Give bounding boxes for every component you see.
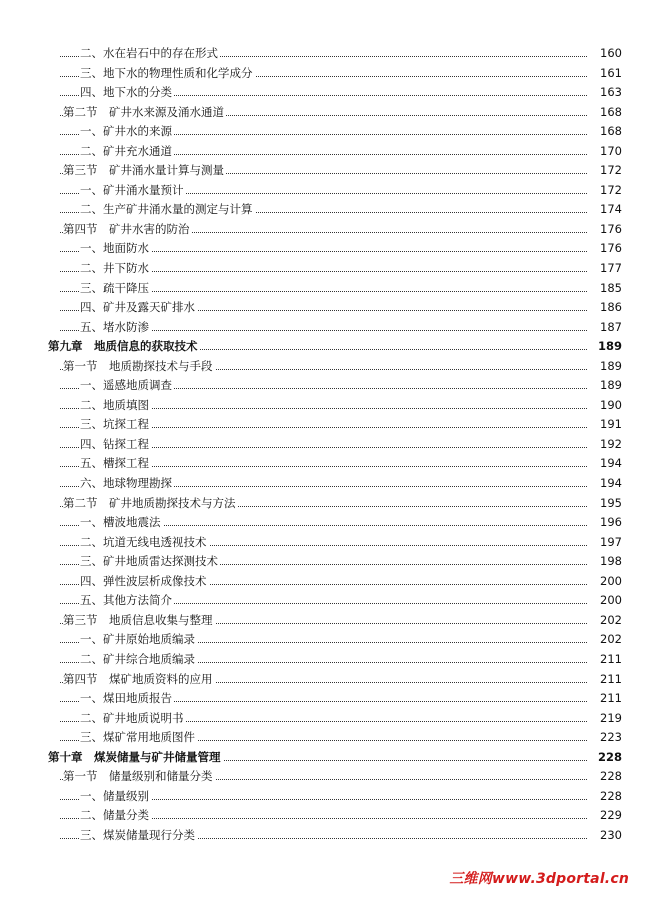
- toc-entry-label: 三、坑探工程: [80, 415, 151, 435]
- toc-entry-label: 一、矿井原始地质编录: [80, 630, 197, 650]
- toc-entry-section: [0, 357, 647, 377]
- toc-entry-page-number: 170: [588, 142, 622, 162]
- toc-entry-item: [0, 318, 647, 338]
- toc-entry-item: [0, 298, 647, 318]
- toc-entry-label: 五、槽探工程: [80, 454, 151, 474]
- toc-entry-item: [0, 709, 647, 729]
- toc-entry-item: [0, 142, 647, 162]
- toc-entry-page-number: 230: [588, 826, 622, 846]
- toc-entry-item: [0, 44, 647, 64]
- toc-entry-page-number: 219: [588, 709, 622, 729]
- toc-entry-label: 第十章 煤炭储量与矿井储量管理: [48, 748, 223, 768]
- toc-entry-page-number: 198: [588, 552, 622, 572]
- toc-entry-item: [0, 474, 647, 494]
- toc-entry-page-number: 196: [588, 513, 622, 533]
- toc-entry-label: 第二节 矿井水来源及涌水通道: [63, 103, 226, 123]
- toc-entry-item: [0, 181, 647, 201]
- toc-entry-page-number: 160: [588, 44, 622, 64]
- toc-entry-page-number: 211: [588, 670, 622, 690]
- toc-entry-page-number: 189: [588, 337, 622, 357]
- toc-entry-item: [0, 435, 647, 455]
- toc-entry-label: 四、地下水的分类: [80, 83, 174, 103]
- toc-entry-label: 第一节 地质勘探技术与手段: [63, 357, 215, 377]
- toc-entry-label: 二、水在岩石中的存在形式: [80, 44, 220, 64]
- toc-entry-label: 一、储量级别: [80, 787, 151, 807]
- toc-entry-page-number: 176: [588, 220, 622, 240]
- toc-entry-page-number: 228: [588, 748, 622, 768]
- toc-entry-label: 四、弹性波层析成像技术: [80, 572, 209, 592]
- toc-entry-section: [0, 767, 647, 787]
- toc-entry-page-number: 168: [588, 122, 622, 142]
- toc-entry-item: [0, 787, 647, 807]
- toc-entry-page-number: 197: [588, 533, 622, 553]
- toc-entry-label: 一、矿井水的来源: [80, 122, 174, 142]
- table-of-contents: [0, 44, 647, 845]
- toc-entry-section: [0, 103, 647, 123]
- toc-entry-page-number: 174: [588, 200, 622, 220]
- toc-entry-page-number: 195: [588, 494, 622, 514]
- toc-entry-item: [0, 64, 647, 84]
- toc-entry-page-number: 200: [588, 572, 622, 592]
- toc-entry-item: [0, 689, 647, 709]
- toc-entry-label: 一、矿井涌水量预计: [80, 181, 186, 201]
- toc-entry-label: 第九章 地质信息的获取技术: [48, 337, 200, 357]
- toc-entry-page-number: 186: [588, 298, 622, 318]
- toc-entry-item: [0, 591, 647, 611]
- toc-entry-item: [0, 279, 647, 299]
- toc-entry-chapter: [0, 337, 647, 357]
- toc-entry-section: [0, 494, 647, 514]
- toc-entry-page-number: 176: [588, 239, 622, 259]
- toc-entry-page-number: 223: [588, 728, 622, 748]
- toc-entry-page-number: 229: [588, 806, 622, 826]
- toc-entry-page-number: 192: [588, 435, 622, 455]
- toc-entry-label: 二、井下防水: [80, 259, 151, 279]
- toc-entry-item: [0, 454, 647, 474]
- toc-entry-page-number: 163: [588, 83, 622, 103]
- toc-entry-page-number: 161: [588, 64, 622, 84]
- toc-entry-item: [0, 826, 647, 846]
- toc-entry-label: 第一节 储量级别和储量分类: [63, 767, 215, 787]
- toc-entry-label: 二、地质填图: [80, 396, 151, 416]
- toc-entry-label: 一、遥感地质调查: [80, 376, 174, 396]
- toc-entry-label: 五、堵水防渗: [80, 318, 151, 338]
- toc-entry-page-number: 228: [588, 787, 622, 807]
- toc-entry-label: 三、疏干降压: [80, 279, 151, 299]
- toc-entry-label: 三、地下水的物理性质和化学成分: [80, 64, 255, 84]
- toc-entry-label: 四、矿井及露天矿排水: [80, 298, 197, 318]
- toc-entry-label: 二、坑道无线电透视技术: [80, 533, 209, 553]
- toc-entry-section: [0, 220, 647, 240]
- toc-entry-label: 四、钻探工程: [80, 435, 151, 455]
- toc-entry-section: [0, 611, 647, 631]
- toc-entry-page-number: 189: [588, 376, 622, 396]
- toc-entry-label: 二、储量分类: [80, 806, 151, 826]
- toc-entry-page-number: 194: [588, 454, 622, 474]
- toc-entry-chapter: [0, 748, 647, 768]
- toc-entry-page-number: 187: [588, 318, 622, 338]
- watermark: 三维网www.3dportal.cn: [449, 871, 629, 887]
- toc-entry-label: 二、矿井地质说明书: [80, 709, 186, 729]
- toc-entry-page-number: 194: [588, 474, 622, 494]
- toc-entry-item: [0, 650, 647, 670]
- toc-entry-label: 二、矿井综合地质编录: [80, 650, 197, 670]
- toc-entry-page-number: 185: [588, 279, 622, 299]
- toc-entry-item: [0, 728, 647, 748]
- toc-entry-item: [0, 200, 647, 220]
- toc-entry-page-number: 172: [588, 161, 622, 181]
- toc-entry-label: 三、煤矿常用地质图件: [80, 728, 197, 748]
- toc-entry-label: 第三节 地质信息收集与整理: [63, 611, 215, 631]
- toc-entry-page-number: 228: [588, 767, 622, 787]
- toc-entry-item: [0, 630, 647, 650]
- toc-entry-page-number: 172: [588, 181, 622, 201]
- toc-entry-item: [0, 239, 647, 259]
- toc-entry-item: [0, 572, 647, 592]
- toc-entry-page-number: 202: [588, 611, 622, 631]
- toc-entry-label: 一、槽波地震法: [80, 513, 163, 533]
- toc-entry-page-number: 190: [588, 396, 622, 416]
- toc-entry-page-number: 191: [588, 415, 622, 435]
- toc-entry-item: [0, 122, 647, 142]
- toc-entry-label: 一、地面防水: [80, 239, 151, 259]
- toc-entry-label: 三、矿井地质雷达探测技术: [80, 552, 220, 572]
- toc-entry-item: [0, 376, 647, 396]
- toc-entry-page-number: 211: [588, 689, 622, 709]
- toc-entry-page-number: 202: [588, 630, 622, 650]
- toc-entry-label: 三、煤炭储量现行分类: [80, 826, 197, 846]
- toc-entry-item: [0, 513, 647, 533]
- toc-entry-item: [0, 806, 647, 826]
- toc-entry-page-number: 200: [588, 591, 622, 611]
- toc-entry-label: 第四节 煤矿地质资料的应用: [63, 670, 215, 690]
- toc-entry-label: 二、生产矿井涌水量的测定与计算: [80, 200, 255, 220]
- toc-entry-label: 二、矿井充水通道: [80, 142, 174, 162]
- toc-entry-item: [0, 259, 647, 279]
- toc-entry-page-number: 177: [588, 259, 622, 279]
- toc-entry-label: 第四节 矿井水害的防治: [63, 220, 192, 240]
- toc-entry-section: [0, 161, 647, 181]
- toc-entry-label: 第二节 矿井地质勘探技术与方法: [63, 494, 238, 514]
- toc-entry-label: 一、煤田地质报告: [80, 689, 174, 709]
- toc-entry-item: [0, 533, 647, 553]
- toc-entry-label: 五、其他方法简介: [80, 591, 174, 611]
- toc-entry-label: 第三节 矿井涌水量计算与测量: [63, 161, 226, 181]
- toc-entry-page-number: 189: [588, 357, 622, 377]
- toc-entry-label: 六、地球物理勘探: [80, 474, 174, 494]
- toc-entry-item: [0, 83, 647, 103]
- toc-entry-section: [0, 670, 647, 690]
- toc-entry-page-number: 168: [588, 103, 622, 123]
- toc-entry-page-number: 211: [588, 650, 622, 670]
- toc-entry-item: [0, 415, 647, 435]
- toc-entry-item: [0, 552, 647, 572]
- toc-entry-item: [0, 396, 647, 416]
